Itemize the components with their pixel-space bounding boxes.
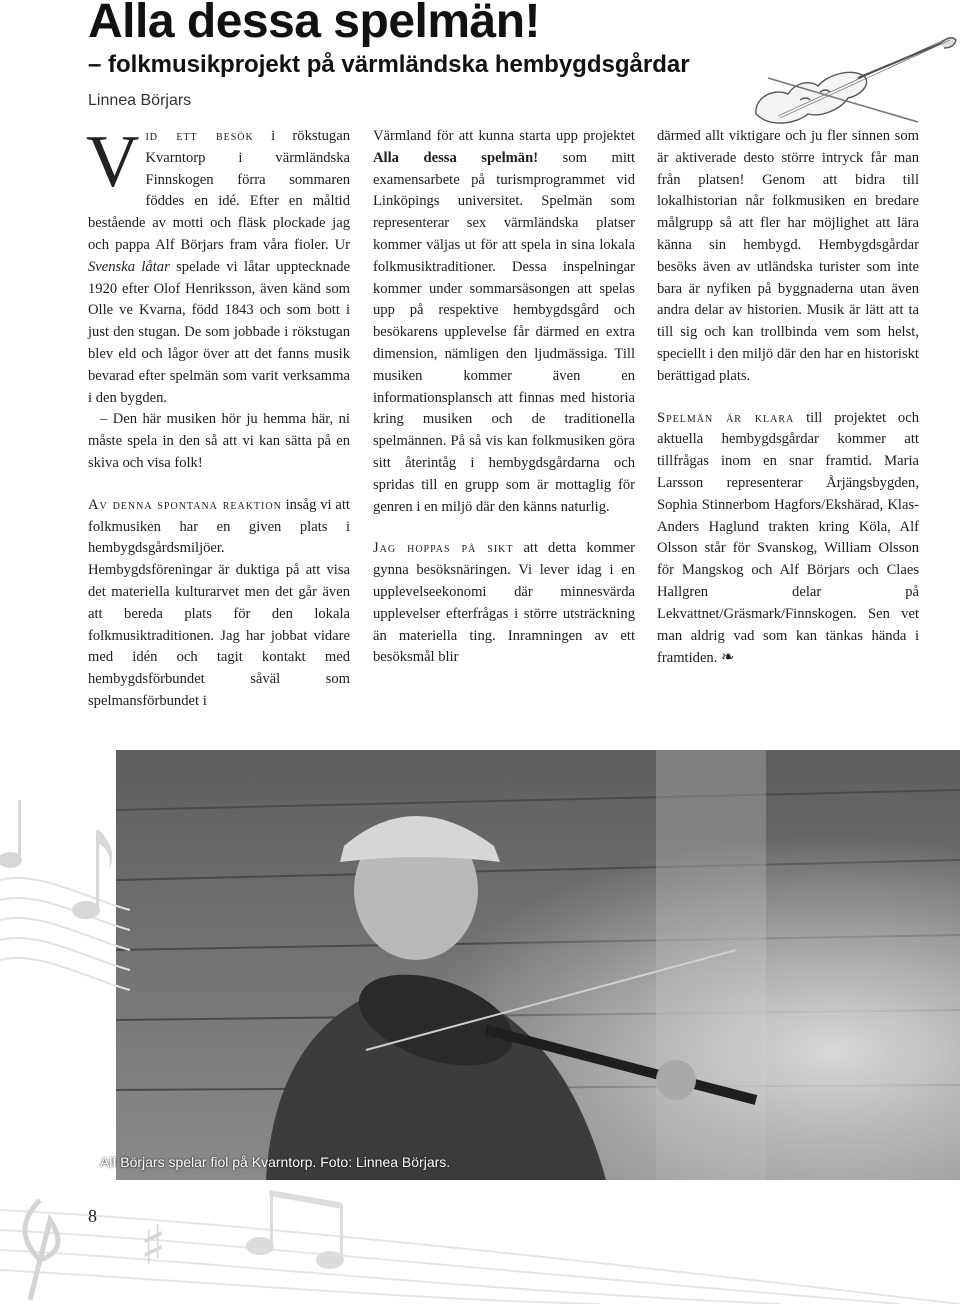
paragraph-text: insåg vi att folkmusiken har en given plats i hembygdsgårdsmiljöer. Hembygdsföreningar är duktiga på att visa det materiella kulturarvet men det går även att bereda plats för den lokala folkmusiktraditionen. Jag har jobbat vidare med idén och tagit kontakt med hembygdsförbundet såväl som spelmansförbundet i [88, 496, 350, 709]
paragraph-text: att detta kommer gynna besöksnäringen. Vi lever idag i en upplevelseekonomi där minnesvärda upplevelser efterfrågas i större utsträckning än materiella ting. Inramningen av ett besöksmål blir [373, 540, 635, 666]
paragraph [88, 495, 350, 713]
small-caps-lead: id ett besök [145, 128, 254, 144]
small-caps-lead: Jag hoppas på sikt [373, 540, 514, 557]
paragraph-text: till projektet och aktuella hembygdsgårdar kommer att tillfrågas inom en snar framtid. Maria Larsson representerar Årjängsbygden, Sophia Stinnerbom Hagfors/Ekshärad, Klas-Anders Haglund trakten kring Köla, Alf Olsson står för Svanskog, William Olsson för Mangskog och Alf Börjars och Claes Hallgren delar på Lekvattnet/Gräsmark/Finnskogen. Sen vet man aldrig vad som kan tänkas hända i framtiden. [657, 409, 919, 667]
article-subtitle: – folkmusikprojekt på värmländska hembygdsgårdar [88, 51, 690, 78]
text-column-3 [657, 126, 919, 670]
text-column-1 [86, 121, 350, 713]
paragraph [657, 408, 919, 671]
paragraph [86, 121, 350, 409]
violin-icon [748, 18, 960, 128]
article-photo [116, 750, 960, 1180]
paragraph [373, 126, 635, 518]
paragraph-text: i rökstugan Kvarntorp i värmländska Finnskogen förra sommaren föddes en idé. Efter en måltid bestående av motti och fläsk plockade jag och pappa Alf Börjars fram våra fioler. Ur [88, 128, 350, 253]
book-title: Svenska låtar [88, 258, 170, 275]
project-name: Alla dessa spelmän! [373, 149, 539, 166]
paragraph-text: spelade vi låtar upptecknade 1920 efter Olof Henriksson, även känd som Olle ve Kvarna, född 1843 och som bott i just den stugan. De som jobbade i rökstugan blev eld och lågor över att det fanns musik bevarad efter spelmän som varit verksamma i den bygden. [88, 258, 350, 406]
drop-cap: V [86, 121, 140, 203]
paragraph [373, 538, 635, 669]
paragraph: därmed allt viktigare och ju fler sinnen som är aktiverade desto större intryck får man från platsen! Genom att bidra till lokalhistorian når folkmusiken en bredare målgrupp så att fler har möjlighet att lära känna sin hembygd. Hembygdsgårdar besöks även av utländska turister som inte bara är nyfiken på byggnaderna utan även andra delar av historien. Musik är lätt att ta till sig och kan trollbinda vem som helst, speciellt i den miljö där den har en historiskt berättigad plats. [657, 128, 919, 384]
article-title: Alla dessa spelmän! [88, 0, 541, 48]
text-column-2 [373, 126, 635, 669]
treble-clef-icon [0, 1180, 960, 1304]
page-number: 8 [88, 1206, 97, 1226]
photo-caption: Alf Börjars spelar fiol på Kvarntorp. Foto: Linnea Börjars. [100, 1154, 451, 1170]
article-author: Linnea Börjars [88, 92, 192, 109]
paragraph-text: Värmland för att kunna starta upp projektet [373, 128, 635, 144]
small-caps-lead: Av denna spontana reaktion [88, 496, 282, 513]
quote-paragraph: – Den här musiken hör ju hemma här, ni måste spela in den så att vi kan sätta på en skiva och visa folk! [88, 411, 350, 471]
end-mark-icon: ❧ [721, 649, 735, 667]
sharp-icon: ♯ [140, 1214, 167, 1277]
small-caps-lead: Spelmän är klara [657, 409, 795, 426]
paragraph-text: som mitt examensarbete på turismprogrammet vid Linköpings universitet. Spelmän som representerar sex värmländska platser kommer väljas ut för att spela in sina lokala folkmusiktraditioner. Dessa inspelningar kommer under sommarsäsongen att spelas upp på respektive hembygdsgård och besökarens upplevelse får därmed en extra dimension, nämligen den ljudmässiga. Till musiken kommer även en informationsplansch att finnas med historia kring musiken och de traditionella spelmännen. På så vis kan folkmusiken göra sitt återintåg i hembygdsgårdarna och spridas till en grupp som är mottaglig för genren i en miljö där den känns naturlig. [373, 149, 636, 515]
